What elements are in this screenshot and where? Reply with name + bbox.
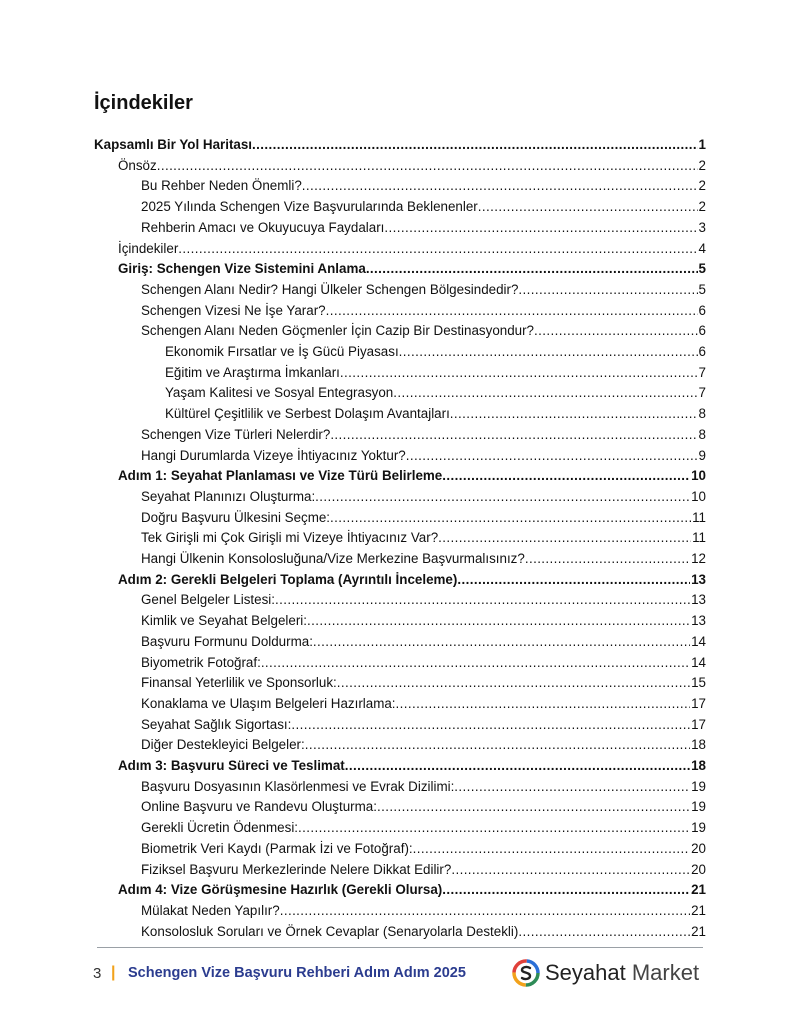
toc-entry[interactable] [141, 696, 706, 712]
toc-entry[interactable] [141, 178, 706, 194]
toc-entry-page: 20 [691, 840, 706, 856]
toc-entry[interactable] [141, 675, 706, 691]
toc-entry[interactable] [165, 385, 706, 401]
toc-entry-page: 6 [698, 344, 706, 359]
toc-entry[interactable] [94, 137, 706, 153]
toc-leader-dots [326, 303, 698, 319]
toc-entry[interactable] [141, 613, 706, 629]
toc-leader-dots [454, 779, 690, 795]
toc-leader-dots [450, 406, 698, 422]
toc-entry-page: 21 [691, 882, 706, 898]
toc-entry-page: 15 [691, 675, 706, 691]
toc-leader-dots [442, 468, 690, 484]
toc-leader-dots [307, 613, 690, 629]
toc-entry[interactable] [141, 303, 706, 319]
toc-leader-dots [366, 261, 698, 277]
toc-entry-page: 17 [691, 695, 706, 711]
toc-leader-dots [337, 675, 690, 691]
toc-entry-title: 2025 Yılında Schengen Vize Başvurularında Beklenenler [141, 199, 478, 215]
toc-entry[interactable] [141, 717, 706, 733]
toc-entry-title: Tek Girişli mi Çok Girişli mi Vizeye İhtiyacınız Var? [141, 530, 439, 546]
toc-entry[interactable] [165, 406, 706, 422]
toc-leader-dots [377, 799, 690, 815]
toc-leader-dots [396, 696, 691, 712]
toc-entry-title: Genel Belgeler Listesi: [141, 592, 275, 608]
toc-entry-title: Rehberin Amacı ve Okuyucuya Faydaları [141, 219, 385, 235]
toc-entry-title: Konaklama ve Ulaşım Belgeleri Hazırlama: [141, 695, 396, 711]
toc-entry-title: Doğru Başvuru Ülkesini Seçme: [141, 509, 331, 525]
toc-entry-page: 4 [698, 240, 706, 256]
toc-leader-dots [298, 820, 690, 836]
toc-entry-title: Yaşam Kalitesi ve Sosyal Entegrasyon [165, 385, 394, 401]
toc-entry[interactable] [141, 820, 706, 836]
toc-entry-page: 3 [698, 219, 706, 235]
toc-entry-title: Eğitim ve Araştırma İmkanları [165, 364, 340, 380]
toc-entry[interactable] [165, 365, 706, 381]
brand-logo [511, 958, 699, 988]
toc-entry-title: Fiziksel Başvuru Merkezlerinde Nelere Dikkat Edilir? [141, 861, 452, 877]
toc-entry[interactable] [141, 903, 706, 919]
toc-entry-page: 13 [691, 571, 706, 587]
toc-entry-title: Adım 2: Gerekli Belgeleri Toplama (Ayrıntılı İnceleme) [118, 571, 458, 587]
toc-entry[interactable] [141, 448, 706, 464]
toc-entry-page: 21 [691, 902, 706, 918]
toc-entry[interactable] [165, 344, 706, 360]
toc-entry[interactable] [118, 261, 706, 277]
toc-leader-dots [413, 841, 690, 857]
brand-name-part1: Seyahat [545, 960, 626, 985]
toc-entry-title: Hangi Durumlarda Vizeye İhtiyacınız Yoktur? [141, 447, 406, 463]
toc-leader-dots [315, 489, 690, 505]
toc-leader-dots [451, 862, 690, 878]
toc-entry[interactable] [141, 634, 706, 650]
toc-entry-title: Adım 4: Vize Görüşmesine Hazırlık (Gerekli Olursa) [118, 882, 443, 898]
toc-entry-page: 21 [691, 923, 706, 939]
toc-entry-page: 5 [698, 261, 706, 277]
toc-leader-dots [442, 882, 690, 898]
toc-entry-page: 20 [691, 861, 706, 877]
toc-entry[interactable] [118, 758, 706, 774]
toc-entry-title: Başvuru Dosyasının Klasörlenmesi ve Evrak Dizilimi: [141, 778, 455, 794]
toc-entry-page: 18 [691, 758, 706, 773]
toc-entry-title: Kültürel Çeşitlilik ve Serbest Dolaşım Avantajları [165, 406, 450, 422]
toc-entry-page: 14 [691, 654, 706, 670]
toc-entry-title: Seyahat Planınızı Oluşturma: [141, 488, 316, 504]
seyahat-market-logo-icon [511, 958, 541, 988]
toc-entry-page: 12 [691, 551, 706, 566]
toc-entry-page: 10 [691, 488, 706, 504]
toc-leader-dots [280, 903, 690, 919]
toc-entry-page: 7 [698, 385, 706, 401]
toc-leader-dots [261, 655, 690, 671]
footer-divider [97, 947, 703, 948]
toc-leader-dots [178, 241, 697, 257]
toc-entry-page: 11 [692, 530, 706, 546]
toc-leader-dots [478, 199, 698, 215]
footer-page-number: 3 [93, 965, 102, 982]
toc-entry-page: 19 [691, 799, 706, 815]
toc-entry[interactable] [141, 427, 706, 443]
toc-leader-dots [457, 572, 690, 588]
toc-entry-page: 6 [698, 323, 706, 339]
toc-leader-dots [302, 178, 698, 194]
toc-entry[interactable] [141, 489, 706, 505]
toc-leader-dots [384, 220, 697, 236]
toc-entry-title: Adım 3: Başvuru Süreci ve Teslimat [118, 758, 345, 773]
toc-entry-title: Gerekli Ücretin Ödenmesi: [141, 820, 299, 836]
toc-entry-title: Schengen Alanı Neden Göçmenler İçin Cazip Bir Destinasyondur? [141, 323, 535, 339]
toc-entry-title: Diğer Destekleyici Belgeler: [141, 737, 305, 753]
toc-entry-page: 13 [691, 592, 706, 608]
toc-entry-title: Online Başvuru ve Randevu Oluşturma: [141, 799, 377, 815]
toc-entry[interactable] [118, 468, 706, 484]
toc-leader-dots [291, 717, 690, 733]
toc-entry-page: 5 [698, 281, 706, 297]
toc-leader-dots [330, 510, 691, 526]
toc-entry[interactable] [141, 799, 706, 815]
toc-entry-title: Başvuru Formunu Doldurma: [141, 633, 313, 649]
page-title: İçindekiler [94, 92, 193, 114]
brand-name-part2: Market [631, 960, 700, 985]
toc-leader-dots [305, 737, 690, 753]
toc-leader-dots [438, 530, 691, 546]
toc-entry-page: 8 [698, 406, 706, 422]
toc-entry-title: Konsolosluk Soruları ve Örnek Cevaplar (Senaryolarla Destekli) [141, 923, 519, 939]
toc-leader-dots [157, 158, 698, 174]
toc-entry-page: 2 [698, 199, 706, 215]
toc-entry[interactable] [141, 779, 706, 795]
toc-entry-title: Kimlik ve Seyahat Belgeleri: [141, 613, 307, 629]
toc-entry[interactable] [141, 737, 706, 753]
toc-entry[interactable] [118, 158, 706, 174]
toc-entry-page: 17 [691, 716, 706, 732]
toc-leader-dots [518, 924, 690, 940]
toc-entry-title: Kapsamlı Bir Yol Haritası [94, 137, 253, 152]
toc-entry-page: 14 [691, 633, 706, 649]
toc-entry[interactable] [141, 655, 706, 671]
toc-entry-page: 10 [691, 468, 706, 484]
brand-name [545, 960, 699, 986]
toc-entry[interactable] [141, 862, 706, 878]
toc-entry-title: Bu Rehber Neden Önemli? [141, 178, 302, 194]
toc-entry-page: 18 [691, 737, 706, 753]
toc-entry[interactable] [118, 882, 706, 898]
toc-leader-dots [525, 551, 690, 567]
toc-leader-dots [393, 385, 697, 401]
toc-entry[interactable] [141, 510, 706, 526]
toc-entry-title: Ekonomik Fırsatlar ve İş Gücü Piyasası [165, 344, 399, 359]
toc-entry-title: Seyahat Sağlık Sigortası: [141, 716, 292, 732]
toc-leader-dots [399, 344, 698, 360]
toc-entry-page: 19 [691, 778, 706, 794]
toc-entry-title: Finansal Yeterlilik ve Sponsorluk: [141, 675, 337, 691]
toc-entry[interactable] [141, 924, 706, 940]
toc-leader-dots [313, 634, 690, 650]
toc-entry[interactable] [141, 530, 706, 546]
toc-entry-page: 2 [698, 157, 706, 173]
toc-leader-dots [252, 137, 698, 153]
toc-entry-page: 6 [698, 302, 706, 318]
toc-entry[interactable] [141, 323, 706, 339]
toc-entry[interactable] [141, 841, 706, 857]
toc-entry-title: Schengen Vize Türleri Nelerdir? [141, 426, 331, 442]
toc-entry[interactable] [141, 199, 706, 215]
toc-leader-dots [275, 592, 690, 608]
toc-entry-page: 9 [698, 447, 706, 463]
toc-entry-page: 19 [691, 820, 706, 836]
toc-leader-dots [534, 323, 698, 339]
toc-entry-title: Önsöz [118, 157, 157, 173]
toc-leader-dots [340, 365, 698, 381]
toc-entry-title: Biyometrik Fotoğraf: [141, 654, 261, 670]
toc-entry-title: İçindekiler [118, 240, 179, 256]
toc-entry-title: Biometrik Veri Kaydı (Parmak İzi ve Fotoğraf): [141, 840, 413, 856]
toc-entry-title: Schengen Alanı Nedir? Hangi Ülkeler Schengen Bölgesindedir? [141, 281, 519, 297]
toc-entry-page: 11 [692, 509, 706, 525]
toc-entry-page: 8 [698, 426, 706, 442]
toc-entry-title: Schengen Vizesi Ne İşe Yarar? [141, 302, 326, 318]
toc-entry[interactable] [118, 241, 706, 257]
toc-leader-dots [345, 758, 690, 774]
footer-separator: | [111, 964, 116, 981]
toc-entry[interactable] [141, 551, 706, 567]
toc-entry[interactable] [118, 572, 706, 588]
toc-entry[interactable] [141, 282, 706, 298]
toc-leader-dots [518, 282, 697, 298]
toc-leader-dots [330, 427, 697, 443]
toc-entry-title: Hangi Ülkenin Konsolosluğuna/Vize Merkezine Başvurmalısınız? [141, 551, 525, 566]
toc-entry[interactable] [141, 220, 706, 236]
toc-entry[interactable] [141, 592, 706, 608]
toc-entry-title: Adım 1: Seyahat Planlaması ve Vize Türü Belirleme [118, 468, 443, 484]
footer-title: Schengen Vize Başvuru Rehberi Adım Adım 2025 [128, 965, 466, 981]
toc-entry-page: 1 [698, 137, 706, 152]
toc-entry-title: Mülakat Neden Yapılır? [141, 902, 280, 918]
toc-leader-dots [406, 448, 698, 464]
toc-entry-title: Giriş: Schengen Vize Sistemini Anlama [118, 261, 366, 277]
toc-entry-page: 2 [698, 178, 706, 194]
toc-entry-page: 7 [698, 364, 706, 380]
toc-entry-page: 13 [691, 613, 706, 629]
